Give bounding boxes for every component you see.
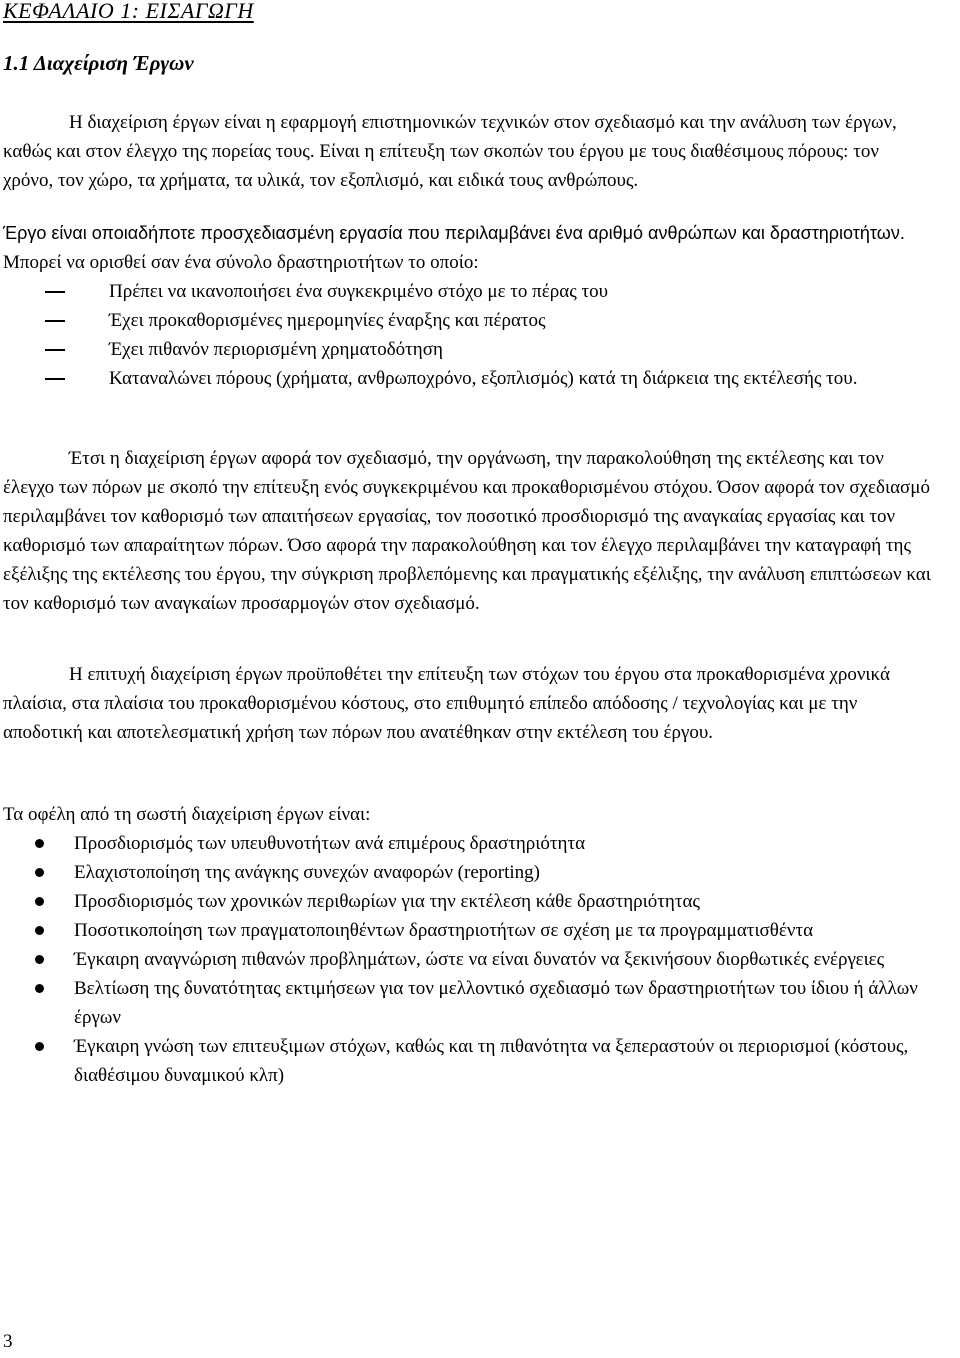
dash-marker: [45, 378, 65, 380]
list-item-text: Έγκαιρη γνώση των επιτευξιμων στόχων, καθώς και τη πιθανότητα να ξεπεραστούν οι περιορισμοί (κόστους, διαθέσιμου δυναμικού κλπ): [74, 1036, 909, 1086]
list-item-text: Ποσοτικοποίηση των πραγματοποιηθέντων δραστηριοτήτων σε σχέση με τα προγραμματισθέντα: [74, 920, 814, 941]
list-item: [3, 945, 933, 974]
list-item-text: Έγκαιρη αναγνώριση πιθανών προβλημάτων, ώστε να είναι δυνατόν να ξεκινήσουν διορθωτικές ενέργειες: [74, 949, 885, 970]
list-item: [3, 858, 933, 887]
list-item-text: Έχει προκαθορισμένες ημερομηνίες έναρξης και πέρατος: [109, 310, 546, 331]
list-item: [3, 916, 933, 945]
dash-marker: [45, 349, 65, 351]
dash-marker: [45, 320, 65, 322]
list-item-text: Καταναλώνει πόρους (χρήματα, ανθρωποχρόνο, εξοπλισμός) κατά τη διάρκεια της εκτέλεσής του.: [109, 368, 858, 389]
project-definition-text: Έργο είναι οποιαδήποτε προσχεδιασμένη εργασία που περιλαμβάνει ένα αριθμό ανθρώπων και δραστηριοτήτων.: [3, 223, 905, 243]
list-item-text: Έχει πιθανόν περιορισμένη χρηματοδότηση: [109, 339, 443, 360]
list-item: [3, 829, 933, 858]
management-paragraph: Έτσι η διαχείριση έργων αφορά τον σχεδιασμό, την οργάνωση, την παρακολούθηση της εκτέλεσης και τον έλεγχο των πόρων με σκοπό την επίτευξη ενός συγκεκριμένου και προκαθορισμένου στόχου. Όσον αφορά τον σχεδιασμό περιλαμβάνει τον καθορισμό των απαιτήσεων εργασίας, τον ποσοτικό προσδιορισμό της αναγκαίας εργασίας και τον καθορισμό των απαραίτητων πόρων. Όσο αφορά την παρακολούθηση και τον έλεγχο περιλαμβάνει την καταγραφή της εξέλιξης της εκτέλεσης του έργου, την σύγκριση προβλεπόμενης και πραγματικής εξέλιξης, την ανάλυση επιπτώσεων και τον καθορισμό των αναγκαίων προσαρμογών στον σχεδιασμό.: [3, 448, 931, 614]
list-item: [3, 974, 933, 1032]
list-item: [3, 306, 933, 335]
list-item: [3, 335, 933, 364]
project-definition-continuation: Μπορεί να ορισθεί σαν ένα σύνολο δραστηριοτήτων το οποίο:: [3, 252, 479, 273]
benefits-intro: Τα οφέλη από τη σωστή διαχείριση έργων είναι:: [3, 804, 371, 825]
bullet-marker: [35, 926, 44, 935]
benefits-list: [3, 829, 933, 1090]
bullet-marker: [35, 955, 44, 964]
list-item: [3, 887, 933, 916]
list-item-text: Βελτίωση της δυνατότητας εκτιμήσεων για τον μελλοντικό σχεδιασμό των δραστηριοτήτων του ίδιου ή άλλων έργων: [74, 978, 918, 1028]
section-title: 1.1 Διαχείριση Έργων: [3, 51, 194, 75]
list-item: [3, 364, 933, 393]
bullet-marker: [35, 839, 44, 848]
page-number: 3: [3, 1331, 13, 1352]
list-item-text: Προσδιορισμός των υπευθυνοτήτων ανά επιμέρους δραστηριότητα: [74, 833, 586, 854]
bullet-marker: [35, 1042, 44, 1051]
dash-marker: [45, 291, 65, 293]
list-item-text: Ελαχιστοποίηση της ανάγκης συνεχών αναφορών (reporting): [74, 862, 540, 883]
bullet-marker: [35, 984, 44, 993]
list-item: [3, 1032, 933, 1090]
list-item-text: Πρέπει να ικανοποιήσει ένα συγκεκριμένο στόχο με το πέρας του: [109, 281, 609, 302]
list-item-text: Προσδιορισμός των χρονικών περιθωρίων για την εκτέλεση κάθε δραστηριότητας: [74, 891, 700, 912]
chapter-title: ΚΕΦΑΛΑΙΟ 1: ΕΙΣΑΓΩΓΗ: [3, 0, 254, 23]
success-paragraph: Η επιτυχή διαχείριση έργων προϋποθέτει την επίτευξη των στόχων του έργου στα προκαθορισμένα χρονικά πλαίσια, στα πλαίσια του προκαθορισμένου κόστους, στο επιθυμητό επίπεδο απόδοσης / τεχνολογίας και με την αποδοτική και αποτελεσματική χρήση των πόρων που ανατέθηκαν στην εκτέλεση του έργου.: [3, 664, 890, 743]
project-definition-paragraph: [3, 219, 933, 277]
list-item: [3, 277, 933, 306]
project-characteristics-list: [3, 277, 933, 393]
intro-paragraph: Η διαχείριση έργων είναι η εφαρμογή επιστημονικών τεχνικών στον σχεδιασμό και την ανάλυση των έργων, καθώς και στον έλεγχο της πορείας τους. Είναι η επίτευξη των σκοπών του έργου με τους διαθέσιμους πόρους: τον χρόνο, τον χώρο, τα χρήματα, τα υλικά, τον εξοπλισμό, και ειδικά τους ανθρώπους.: [3, 112, 897, 191]
bullet-marker: [35, 897, 44, 906]
bullet-marker: [35, 868, 44, 877]
